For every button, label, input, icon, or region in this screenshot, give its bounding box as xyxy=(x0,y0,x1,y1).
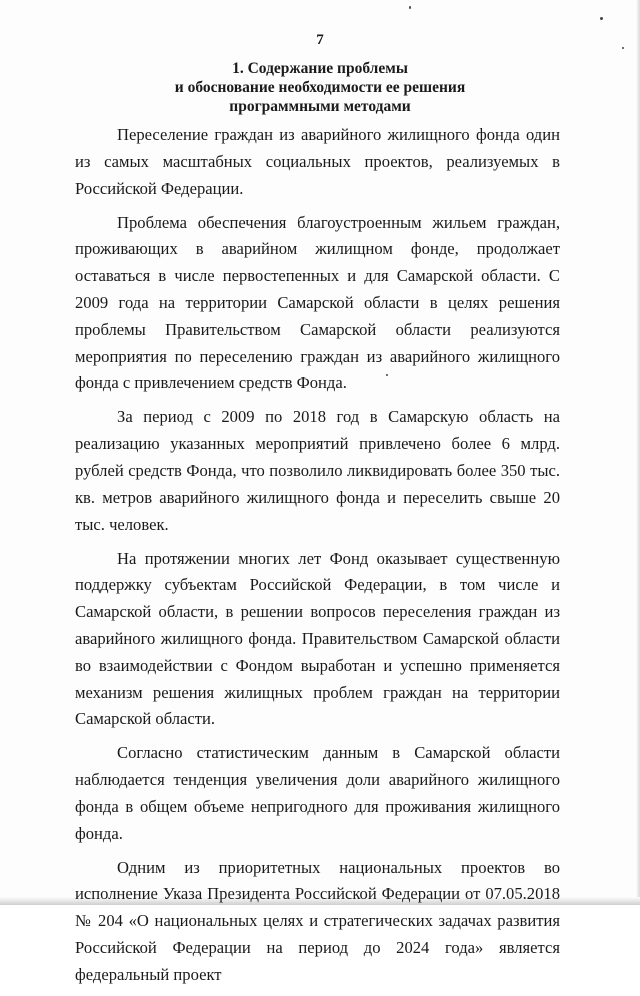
paragraph: За период с 2009 по 2018 год в Самарскую область на реализацию указанных мероприятий привлечено более 6 млрд. рублей средств Фонда, что позволило ликвидировать более 350 тыс. кв. метров аварийного жилищного фонда и переселить свыше 20 тыс. человек. xyxy=(75,407,560,534)
section-heading-line: 1. Содержание проблемы xyxy=(232,60,408,77)
paragraph: Проблема обеспечения благоустроенным жильем граждан, проживающих в аварийном жилищном фонде, продолжает оставаться в числе первостепенных и для Самарской области. С 2009 года на территории Самарской области в целях решения проблемы Правительством Самарской области реализуются мероприятия по переселению граждан из аварийного жилищного фонда с привлечением средств Фонда. xyxy=(75,212,560,393)
section-heading-line: и обоснование необходимости ее решения xyxy=(174,79,466,96)
section-heading xyxy=(0,59,640,116)
section-heading-line: программными методами xyxy=(229,98,411,115)
scan-speck xyxy=(600,17,603,20)
paragraph: Переселение граждан из аварийного жилищного фонда один из самых масштабных социальных проектов, реализуемых в Российской Федерации. xyxy=(75,125,560,198)
paragraph: Одним из приоритетных национальных проектов во исполнение Указа Президента Российской Федерации от 07.05.2018 № 204 «О национальных целях и стратегических задачах развития Российской Федерации на период до 2024 года» является федеральный проект xyxy=(75,857,560,984)
page-number: 7 xyxy=(316,32,324,48)
paragraph: Согласно статистическим данным в Самарской области наблюдается тенденция увеличения доли аварийного жилищного фонда в общем объеме непригодного для проживания жилищного фонда. xyxy=(75,743,560,843)
paragraph: На протяжении многих лет Фонд оказывает существенную поддержку субъектам Российской Федерации, в том числе и Самарской области, в решении вопросов переселения граждан из аварийного жилищного фонда. Правительством Самарской области во взаимодействии с Фондом выработан и успешно применяется механизм решения жилищных проблем граждан на территории Самарской области. xyxy=(75,548,560,729)
scan-speck xyxy=(409,6,411,9)
scan-edge-right xyxy=(636,0,640,905)
document-body xyxy=(75,122,560,996)
